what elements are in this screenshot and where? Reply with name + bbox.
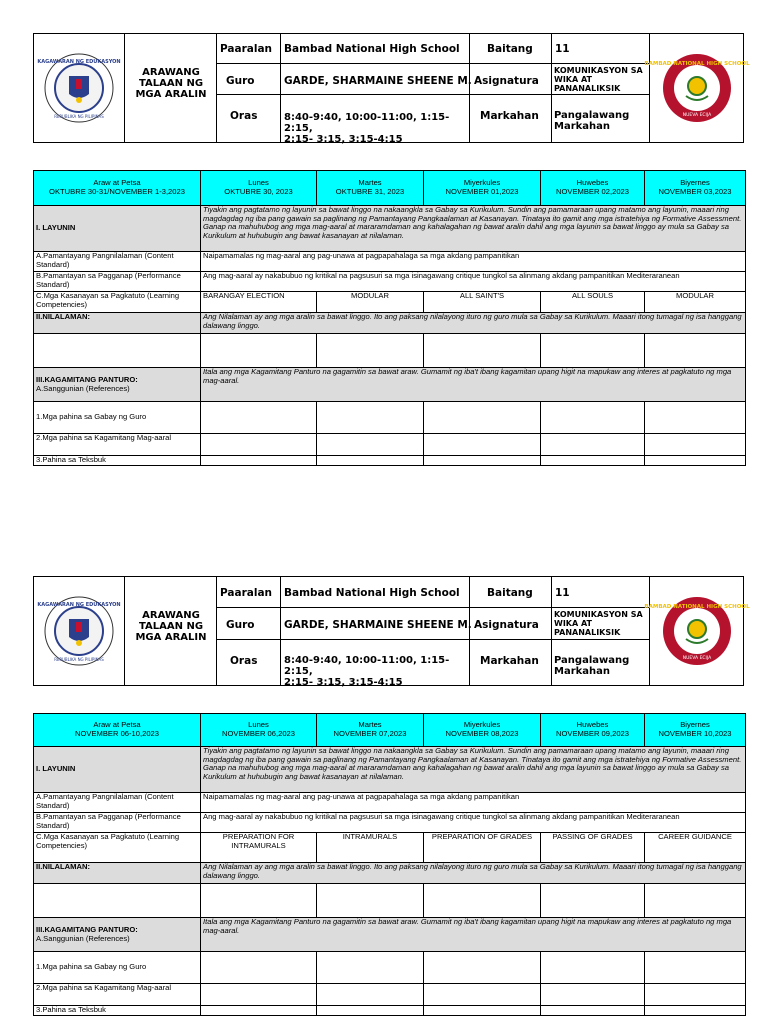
competency-martes: MODULAR: [317, 292, 424, 313]
competency-biyernes: MODULAR: [645, 292, 746, 313]
day-header-miyerkules: Miyerkules NOVEMBER 01,2023: [424, 171, 541, 206]
grade-value: 11: [555, 587, 570, 599]
nilalaman-label: II.NILALAMAN:: [34, 863, 201, 884]
svg-text:NUEVA ECIJA: NUEVA ECIJA: [682, 656, 711, 661]
grade-label: Baitang: [487, 587, 533, 599]
gabay-label: 1.Mga pahina sa Gabay ng Guro: [34, 402, 201, 434]
competencies-label: C.Mga Kasanayan sa Pagkatuto (Learning Competencies): [34, 833, 201, 863]
subject-value: KOMUNIKASYON SA WIKA AT PANANALIKSIK: [554, 66, 643, 93]
svg-text:REPUBLIKA NG PILIPINAS: REPUBLIKA NG PILIPINAS: [54, 657, 104, 662]
competencies-label: C.Mga Kasanayan sa Pagkatuto (Learning Competencies): [34, 292, 201, 313]
competency-miyerkules: ALL SAINT'S: [424, 292, 541, 313]
school-logo: [643, 34, 750, 142]
kagamitan-label: III.KAGAMITANG PANTURO: A.Sanggunian (References): [34, 918, 201, 952]
day-header-miyerkules: Miyerkules NOVEMBER 08,2023: [424, 714, 541, 747]
quarter-label: Markahan: [480, 655, 539, 667]
school-logo: [643, 577, 750, 685]
competency-biyernes: CAREER GUIDANCE: [645, 833, 746, 863]
nilalaman-label: II.NILALAMAN:: [34, 313, 201, 334]
competency-lunes: BARANGAY ELECTION: [201, 292, 317, 313]
kagamitan-label: III.KAGAMITANG PANTURO: A.Sanggunian (References): [34, 368, 201, 402]
competency-huwebes: ALL SOULS: [541, 292, 645, 313]
lesson-plan-table-week-1: [33, 170, 746, 466]
svg-text:BAMBAD NATIONAL HIGH SCHOOL: BAMBAD NATIONAL HIGH SCHOOL: [643, 604, 750, 610]
school-label: Paaralan: [220, 43, 273, 55]
competency-huwebes: PASSING OF GRADES: [541, 833, 645, 863]
deped-logo: [34, 577, 124, 685]
teacher-label: Guro: [226, 619, 255, 631]
kagamitan-magaaral-label: 2.Mga pahina sa Kagamitang Mag-aaral: [34, 984, 201, 1006]
teksbuk-label: 3.Pahina sa Teksbuk: [34, 1006, 201, 1016]
date-header: Araw at Petsa OKTUBRE 30-31/NOVEMBER 1-3,2023: [34, 171, 201, 206]
competency-lunes: PREPARATION FOR INTRAMURALS: [201, 833, 317, 863]
quarter-value: Pangalawang Markahan: [554, 110, 630, 132]
school-label: Paaralan: [220, 587, 273, 599]
nilalaman-blank: [34, 884, 201, 918]
layunin-text: Tiyakin ang pagtatamo ng layunin sa bawat linggo na nakaangkla sa Gabay sa Kurikulum. Sundin ang pamamaraan upang matamo ang layunin, maaari ring magdagdag ng iba pang gawain sa paglinang ng Pamantayang Pangkaalaman at Kasanayan. Tinataya ito gamit ang mga istratehiya ng Formative Assessment. Ganap na mahuhubog ang mga mag-aaral at mararamdaman ang kahalagahan ng bawat aralin dahil ang mga layunin sa bawat linggo ay mula sa Gabay sa Kurikulum at huhubugin ang bawat kasanayan at nilalaman.: [201, 747, 746, 793]
date-header: Araw at Petsa NOVEMBER 06-10,2023: [34, 714, 201, 747]
teacher-value: GARDE, SHARMAINE SHEENE M.: [284, 619, 472, 631]
kagamitan-magaaral-label: 2.Mga pahina sa Kagamitang Mag-aaral: [34, 434, 201, 456]
day-header-lunes: Lunes OKTUBRE 30, 2023: [201, 171, 317, 206]
subject-value: KOMUNIKASYON SA WIKA AT PANANALIKSIK: [554, 610, 643, 637]
layunin-label: I. LAYUNIN: [34, 747, 201, 793]
teacher-value: GARDE, SHARMAINE SHEENE M.: [284, 75, 472, 87]
teksbuk-label: 3.Pahina sa Teksbuk: [34, 456, 201, 466]
day-header-biyernes: Biyernes NOVEMBER 10,2023: [645, 714, 746, 747]
content-standard-label: A.Pamantayang Pangnilalaman (Content Standard): [34, 793, 201, 813]
header-block-1: [33, 33, 750, 145]
page-title: ARAWANG TALAAN NG MGA ARALIN: [135, 610, 207, 643]
grade-value: 11: [555, 43, 570, 55]
svg-text:REPUBLIKA NG PILIPINAS: REPUBLIKA NG PILIPINAS: [54, 114, 104, 119]
quarter-value: Pangalawang Markahan: [554, 655, 630, 677]
day-header-huwebes: Huwebes NOVEMBER 09,2023: [541, 714, 645, 747]
performance-standard-label: B.Pamantayan sa Pagganap (Performance Standard): [34, 272, 201, 292]
content-standard-text: Naipamamalas ng mag-aaral ang pag-unawa at pagpapahalaga sa mga akdang pampanitikan: [201, 793, 746, 813]
layunin-text: Tiyakin ang pagtatamo ng layunin sa bawat linggo na nakaangkla sa Gabay sa Kurikulum. Sundin ang pamamaraan upang matamo ang layunin, maaari ring magdagdag ng iba pang gawain sa paglinang ng Pamantayang Pangkaalaman at Kasanayan. Tinataya ito gamit ang mga istratehiya ng Formative Assessment. Ganap na mahuhubog ang mga mag-aaral at mararamdaman ang kahalagahan ng bawat aralin dahil ang mga layunin sa bawat linggo ay mula sa Gabay sa Kurikulum at huhubugin ang bawat kasanayan at nilalaman.: [201, 206, 746, 252]
header-block-2: [33, 576, 750, 688]
layunin-label: I. LAYUNIN: [34, 206, 201, 252]
competency-martes: INTRAMURALS: [317, 833, 424, 863]
nilalaman-text: Ang Nilalaman ay ang mga aralin sa bawat linggo. Ito ang paksang nilalayong ituro ng guro mula sa Gabay sa Kurikulum. Maaari itong tumagal ng isa hanggang dalawang linggo.: [201, 863, 746, 884]
performance-standard-label: B.Pamantayan sa Pagganap (Performance Standard): [34, 813, 201, 833]
deped-logo: [34, 34, 124, 142]
time-label: Oras: [230, 110, 258, 122]
day-header-lunes: Lunes NOVEMBER 06,2023: [201, 714, 317, 747]
performance-standard-text: Ang mag-aaral ay nakabubuo ng kritikal na pagsusuri sa mga isinagawang critique tungkol sa alinmang akdang pampanitikan Mediteraranean: [201, 272, 746, 292]
content-standard-text: Naipamamalas ng mag-aaral ang pag-unawa at pagpapahalaga sa mga akdang pampanitikan: [201, 252, 746, 272]
svg-text:KAGAWARAN NG EDUKASYON: KAGAWARAN NG EDUKASYON: [37, 602, 121, 608]
nilalaman-blank: [34, 334, 201, 368]
grade-label: Baitang: [487, 43, 533, 55]
performance-standard-text: Ang mag-aaral ay nakabubuo ng kritikal na pagsusuri sa mga isinagawang critique tungkol sa alinmang akdang pampanitikan Mediteraranean: [201, 813, 746, 833]
page-title: ARAWANG TALAAN NG MGA ARALIN: [135, 67, 207, 100]
quarter-label: Markahan: [480, 110, 539, 122]
day-header-martes: Martes OKTUBRE 31, 2023: [317, 171, 424, 206]
time-label: Oras: [230, 655, 258, 667]
time-value: 8:40-9:40, 10:00-11:00, 1:15-2:15, 2:15- 3:15, 3:15-4:15: [284, 112, 450, 145]
lesson-plan-table-week-2: [33, 713, 746, 1016]
day-header-biyernes: Biyernes NOVEMBER 03,2023: [645, 171, 746, 206]
day-header-martes: Martes NOVEMBER 07,2023: [317, 714, 424, 747]
kagamitan-text: Itala ang mga Kagamitang Panturo na gagamitin sa bawat araw. Gumamit ng iba't ibang kagamitan upang higit na mapukaw ang interes at pagkatuto ng mga mag-aaral.: [201, 368, 746, 402]
teacher-label: Guro: [226, 75, 255, 87]
gabay-label: 1.Mga pahina sa Gabay ng Guro: [34, 952, 201, 984]
svg-text:KAGAWARAN NG EDUKASYON: KAGAWARAN NG EDUKASYON: [37, 59, 121, 65]
subject-label: Asignatura: [474, 75, 539, 87]
svg-text:NUEVA ECIJA: NUEVA ECIJA: [682, 113, 711, 118]
day-header-huwebes: Huwebes NOVEMBER 02,2023: [541, 171, 645, 206]
school-value: Bambad National High School: [284, 43, 460, 55]
competency-miyerkules: PREPARATION OF GRADES: [424, 833, 541, 863]
kagamitan-text: Itala ang mga Kagamitang Panturo na gagamitin sa bawat araw. Gumamit ng iba't ibang kagamitan upang higit na mapukaw ang interes at pagkatuto ng mga mag-aaral.: [201, 918, 746, 952]
school-value: Bambad National High School: [284, 587, 460, 599]
subject-label: Asignatura: [474, 619, 539, 631]
content-standard-label: A.Pamantayang Pangnilalaman (Content Standard): [34, 252, 201, 272]
time-value: 8:40-9:40, 10:00-11:00, 1:15-2:15, 2:15- 3:15, 3:15-4:15: [284, 655, 450, 688]
nilalaman-text: Ang Nilalaman ay ang mga aralin sa bawat linggo. Ito ang paksang nilalayong ituro ng guro mula sa Gabay sa Kurikulum. Maaari itong tumagal ng isa hanggang dalawang linggo.: [201, 313, 746, 334]
svg-text:BAMBAD NATIONAL HIGH SCHOOL: BAMBAD NATIONAL HIGH SCHOOL: [643, 61, 750, 67]
